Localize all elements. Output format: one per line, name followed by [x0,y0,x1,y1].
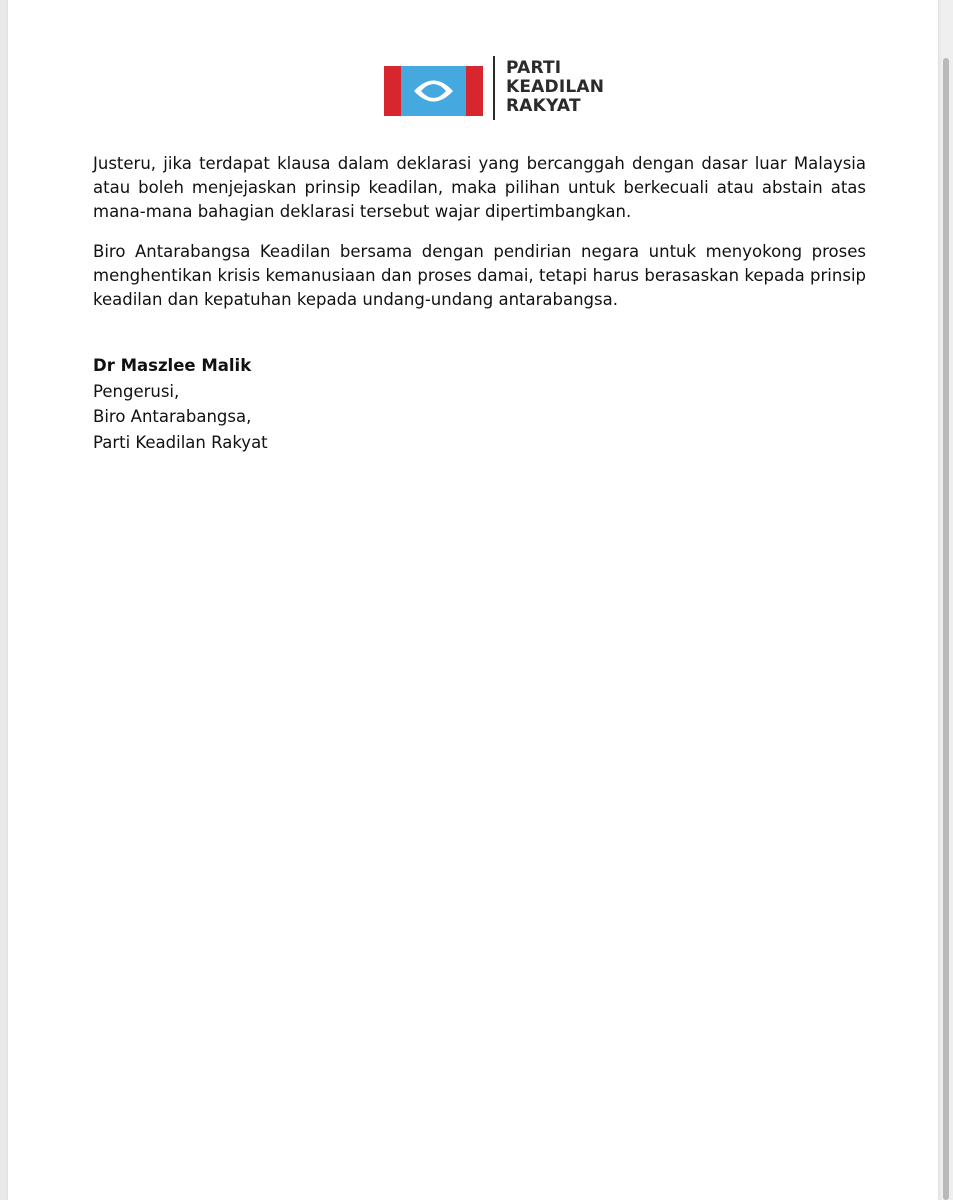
logo-word-rakyat: RAKYAT [506,96,581,116]
signatory-department: Biro Antarabangsa, [93,407,252,426]
scrollbar-thumb[interactable] [943,58,949,1200]
statement-body [93,152,866,328]
logo-word-keadilan: KEADILAN [506,77,605,97]
signatory-organization: Parti Keadilan Rakyat [93,432,268,452]
document-page [8,0,938,1200]
signature-block [93,353,268,455]
paragraph: Biro Antarabangsa Keadilan bersama dengan pendirian negara untuk menyokong proses menghentikan krisis kemanusiaan dan proses damai, tetapi harus berasaskan kepada prinsip keadilan dan kepatuhan kepada undang-undang antarabangsa. [93,242,866,309]
party-logo [384,54,644,122]
logo-word-parti: PARTI [506,58,562,78]
signatory-title: Pengerusi, [93,381,180,401]
paragraph: Justeru, jika terdapat klausa dalam deklarasi yang bercanggah dengan dasar luar Malaysia atau boleh menjejaskan prinsip keadilan, maka pilihan untuk berkecuali atau abstain atas mana-mana bahagian deklarasi tersebut wajar dipertimbangkan. [93,154,866,221]
logo-wordmark [506,59,604,116]
vertical-scrollbar[interactable] [941,0,953,1200]
logo-divider [493,56,495,120]
signatory-name: Dr Maszlee Malik [93,356,252,375]
pkr-logo-mark-icon [384,66,483,116]
